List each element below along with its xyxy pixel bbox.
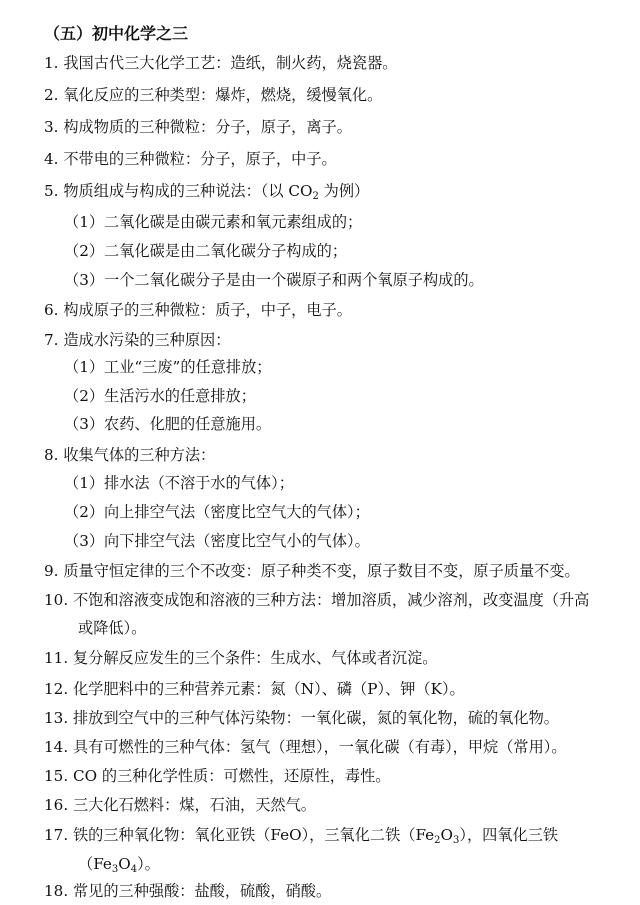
item-18: 18. 常见的三种强酸：盐酸，硫酸，硝酸。 [44,882,332,900]
item-5-3: （3）一个二氧化碳分子是由一个碳原子和两个氧原子构成的。 [64,271,484,289]
item-5-2: （2）二氧化碳是由二氧化碳分子构成的； [64,242,348,260]
item-17-continued [78,854,160,874]
item-17-subscript-1: 2 [434,835,441,846]
item-5-text-end: 为例） [318,182,370,200]
item-3: 3. 构成物质的三种微粒：分子，原子，离子。 [44,118,352,136]
item-10: 10. 不饱和溶液变成饱和溶液的三种方法：增加溶质，减少溶剂，改变温度（升高 [44,591,590,609]
item-17b-oxygen: O [118,855,131,873]
item-8-1: （1）排水法（不溶于水的气体）； [64,474,294,492]
item-17 [44,825,558,845]
item-16: 16. 三大化石燃料：煤，石油，天然气。 [44,796,316,814]
item-17-text-end: ），四氧化三铁 [459,826,559,844]
item-14: 14. 具有可燃性的三种气体：氢气（理想），一氧化碳（有毒），甲烷（常用）。 [44,738,567,756]
item-17b-subscript-1: 3 [111,864,119,875]
item-11: 11. 复分解反应发生的三个条件：生成水、气体或者沉淀。 [44,649,438,667]
item-5-text: 5. 物质组成与构成的三种说法：（以 CO [44,182,313,200]
item-12: 12. 化学肥料中的三种营养元素：氮（N）、磷（P）、钾（K）。 [44,680,465,698]
item-17-subscript-2: 3 [453,835,460,846]
item-17-text: 17. 铁的三种氧化物：氧化亚铁（FeO），三氧化二铁（Fe [44,826,435,844]
item-9: 9. 质量守恒定律的三个不改变：原子种类不变，原子数目不变，原子质量不变。 [44,562,580,580]
item-8: 8. 收集气体的三种方法： [44,446,216,464]
item-17b-text-end: ）。 [137,855,160,873]
item-5-1: （1）二氧化碳是由碳元素和氧元素组成的； [64,213,363,231]
section-title: （五）初中化学之三 [44,24,189,43]
item-7-2: （2）生活污水的任意排放； [64,387,256,405]
item-7: 7. 造成水污染的三种原因： [44,331,231,349]
item-15: 15. CO 的三种化学性质：可燃性，还原性，毒性。 [44,767,391,785]
item-17-oxygen: O [440,826,453,844]
item-1: 1. 我国古代三大化学工艺：造纸，制火药，烧瓷器。 [44,54,398,72]
item-7-1: （1）工业“三废”的任意排放； [64,358,272,376]
item-7-3: （3）农药、化肥的任意施用。 [64,415,272,433]
item-8-3: （3）向下排空气法（密度比空气小的气体）。 [64,532,370,550]
item-4: 4. 不带电的三种微粒：分子，原子，中子。 [44,150,337,168]
item-13: 13. 排放到空气中的三种气体污染物：一氧化碳，氮的氧化物，硫的氧化物。 [44,709,559,727]
item-8-2: （2）向上排空气法（密度比空气大的气体）； [64,503,370,521]
item-17b-subscript-2: 4 [130,864,138,875]
item-2: 2. 氧化反应的三种类型：爆炸，燃烧，缓慢氧化。 [44,86,383,104]
item-5-subscript: 2 [312,191,319,202]
item-5 [44,181,369,201]
item-6: 6. 构成原子的三种微粒：质子，中子，电子。 [44,301,352,319]
item-10-continued: 或降低）。 [78,619,147,637]
item-17b-text: （Fe [78,855,112,873]
